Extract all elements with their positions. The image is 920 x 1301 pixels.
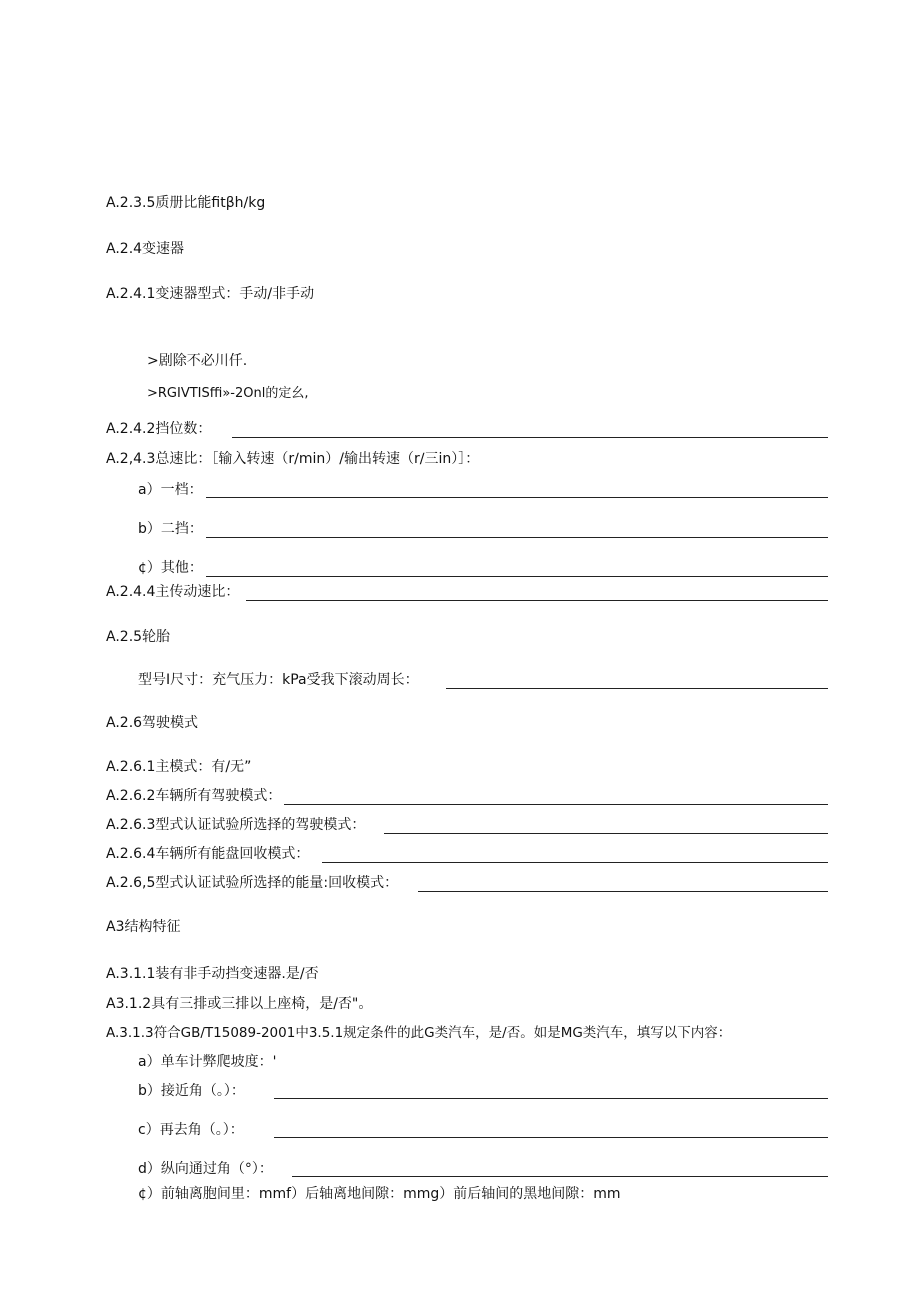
departure-angle-field[interactable] (274, 1137, 828, 1138)
spec-a263-selected-mode-label: A.2.6.3型式认证试验所选择的驾驶模式： (106, 817, 366, 833)
spec-a261-main-mode: A.2.6.1主模式：有/无” (106, 759, 252, 775)
note-delete-unneeded: >剧除不必川仟. (147, 353, 248, 369)
departure-angle-label: c）再去角（。）： (138, 1122, 244, 1138)
spec-a313-off-road-class: A.3.1.3符合GB/T15089-2001中3.5.1规定条件的此G类汽车，是/否。如是MG类汽车，填写以下内容： (106, 1025, 732, 1041)
spec-a311-nonmanual-transmission: A.3.1.1装有非手动挡变速器.是/否 (106, 966, 319, 982)
ground-clearance-line: ¢）前轴离胞间里：mmf）后轴离地间隙：mmg）前后轴间的黑地间隙：mm (138, 1186, 621, 1202)
spec-a243-total-ratio-label: A.2,4.3总速比：［输入转速（r∕min）/输出转速（r∕三in）］： (106, 451, 480, 467)
first-gear-field[interactable] (206, 497, 828, 498)
second-gear-field[interactable] (206, 537, 828, 538)
spec-a312-three-rows-seats: A3.1.2具有三排或三排以上座椅，是/否"。 (106, 996, 373, 1012)
ramp-angle-label: d）纵向通过角（°）： (138, 1161, 273, 1177)
spec-a242-gear-count-label: A.2.4.2挡位数： (106, 421, 212, 437)
first-gear-label: a）一档： (138, 482, 203, 498)
gear-count-field[interactable] (232, 437, 828, 438)
spec-a264-regen-modes-label: A.2.6.4车辆所有能盘回收模式： (106, 846, 310, 862)
spec-a262-all-modes-label: A.2.6.2车辆所有驾驶模式： (106, 788, 282, 804)
spec-a265-selected-regen-label: A.2.6,5型式认证试验所选择的能量:回收模式： (106, 875, 399, 891)
approach-angle-label: b）接近角（。）： (138, 1083, 245, 1099)
spec-a235-mass-power-ratio: A.2.3.5质册比能fitβh∕kg (106, 195, 266, 211)
spec-a241-transmission-type: A.2.4.1变速器型式：手动/非手动 (106, 286, 315, 302)
selected-drive-mode-field[interactable] (384, 833, 828, 834)
approach-angle-field[interactable] (274, 1098, 828, 1099)
section-a26-drive-mode: A.2.6驾驶模式 (106, 715, 199, 731)
climb-gradient-label: a）单车计弊爬坡度：' (138, 1054, 277, 1070)
section-a24-transmission: A.2.4变速器 (106, 241, 185, 257)
final-drive-field[interactable] (246, 600, 828, 601)
selected-regen-mode-field[interactable] (418, 891, 828, 892)
section-a3-structure: A3结构特征 (106, 919, 181, 935)
section-a25-tires: A.2.5轮胎 (106, 629, 171, 645)
ramp-angle-field[interactable] (292, 1176, 828, 1177)
other-gear-field[interactable] (206, 576, 828, 577)
second-gear-label: b）二挡： (138, 521, 203, 537)
all-drive-modes-field[interactable] (284, 804, 828, 805)
spec-a244-final-drive-label: A.2.4.4主传动速比： (106, 584, 240, 600)
note-definition: >RGIVTISffi»-2Onl的定幺, (147, 386, 309, 401)
other-gear-label: ¢）其他： (138, 560, 203, 576)
regen-modes-field[interactable] (322, 862, 828, 863)
tire-rolling-circumference-field[interactable] (446, 688, 828, 689)
tire-spec-label: 型号I尺寸：充气压力：kPa受我下滚动周长： (138, 672, 419, 688)
